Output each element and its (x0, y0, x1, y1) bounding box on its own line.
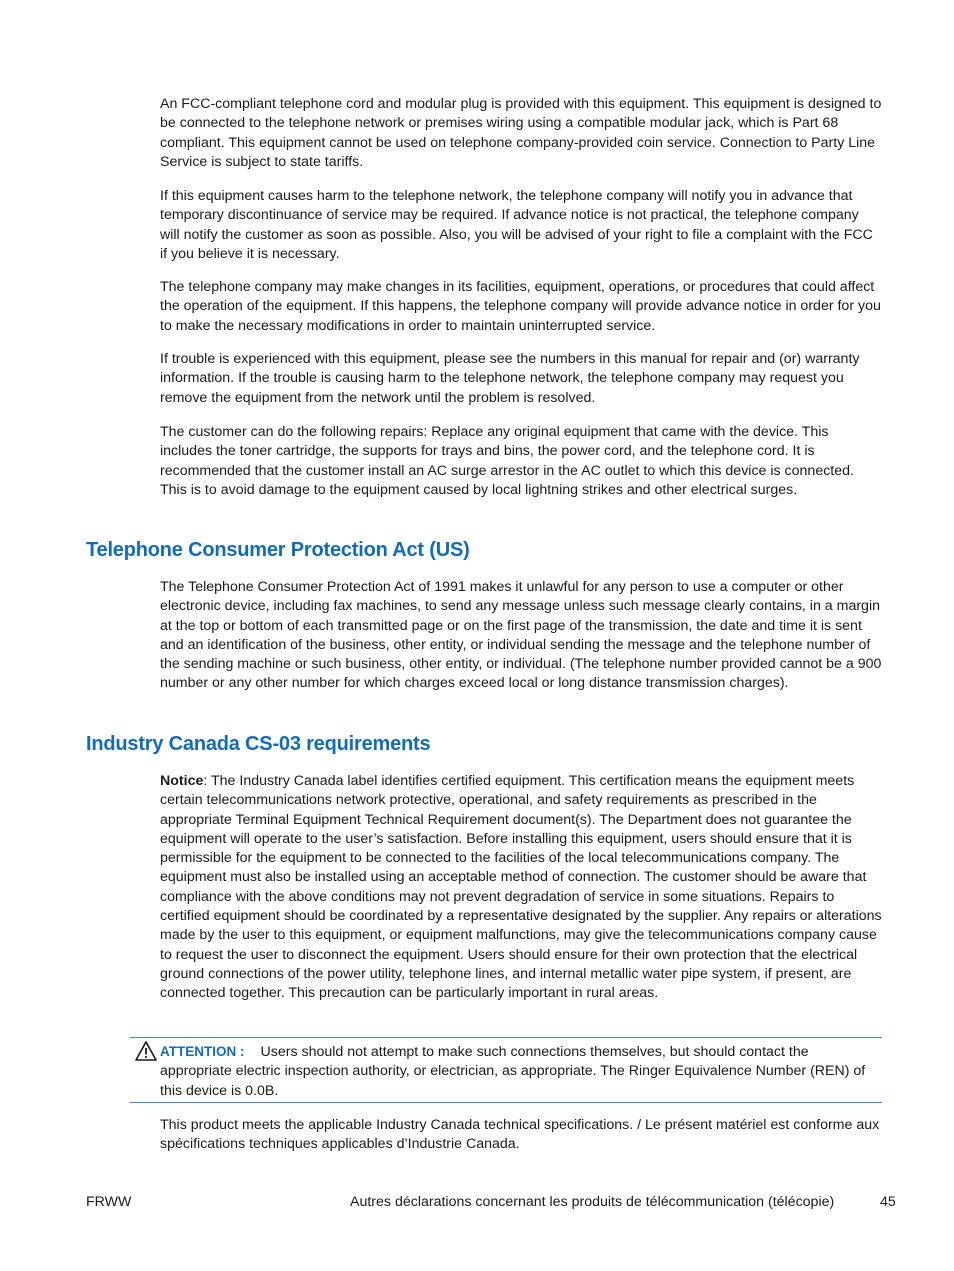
paragraph-canada-spec: This product meets the applicable Industry Canada technical specifications. / Le présent matériel est conforme aux spécifications techniques applicables d’Industrie Canada. (160, 1117, 880, 1153)
attention-box (130, 1037, 882, 1103)
paragraph-tcpa-body: The Telephone Consumer Protection Act of 1991 makes it unlawful for any person to use a computer or other electronic device, including fax machines, to send any message unless such message clearly contains, in a margin at the top or bottom of each transmitted page or on the first page of the transmission, the date and time it is sent and an identification of the business, other entity, or individual sending the message and the telephone number of the sending machine or such business, other entity, or individual. (The telephone number provided cannot be a 900 number or any other number for which charges exceed local or long distance transmission charges). (160, 579, 882, 692)
paragraph-fcc-cord: An FCC-compliant telephone cord and modular plug is provided with this equipment. This equipment is designed to be connected to the telephone network or premises wiring using a compatible modular jack, which is Part 68 compliant. This equipment cannot be used on telephone company-provided coin service. Connection to Party Line Service is subject to state tariffs. (160, 96, 882, 170)
footer-left-label: FRWW (86, 1194, 132, 1210)
footer-chapter-title: Autres déclarations concernant les produits de télécommunication (télécopie) (350, 1194, 835, 1210)
attention-label: ATTENTION : (160, 1044, 245, 1059)
paragraph-trouble: If trouble is experienced with this equipment, please see the numbers in this manual for repair and (or) warranty information. If the trouble is causing harm to the telephone network, the telephone company may request you remove the equipment from the network until the problem is resolved. (160, 351, 860, 406)
attention-text (160, 1042, 882, 1101)
paragraph-company-changes: The telephone company may make changes in its facilities, equipment, operations, or procedures that could affect the operation of the equipment. If this happens, the telephone company will provide advance notice in order for you to make the necessary modifications in order to maintain uninterrupted service. (160, 279, 881, 334)
notice-label: Notice (160, 773, 204, 789)
paragraph-customer-repairs: The customer can do the following repairs: Replace any original equipment that came with the device. This includes the toner cartridge, the supports for trays and bins, the power cord, and the telephone cord. It is recommended that the customer install an AC surge arrestor in the AC outlet to which this device is connected. This is to avoid damage to the equipment caused by local lightning strikes and other electrical surges. (160, 424, 854, 498)
paragraph-canada-notice (160, 772, 882, 1004)
warning-triangle-icon (135, 1041, 157, 1061)
heading-industry-canada: Industry Canada CS-03 requirements (86, 733, 431, 755)
attention-body: Users should not attempt to make such connections themselves, but should contact the appropriate electric inspection authority, or electrician, as appropriate. The Ringer Equivalence Number (REN) of this device is 0.0B. (160, 1044, 866, 1099)
footer-page-number: 45 (880, 1194, 896, 1210)
heading-tcpa: Telephone Consumer Protection Act (US) (86, 539, 470, 561)
paragraph-harm-notice: If this equipment causes harm to the telephone network, the telephone company will notify you in advance that temporary discontinuance of service may be required. If advance notice is not practical, the telephone company will notify the customer as soon as possible. Also, you will be advised of your right to file a complaint with the FCC if you believe it is necessary. (160, 188, 873, 262)
notice-body: : The Industry Canada label identifies certified equipment. This certification means the equipment meets certain telecommunications network protective, operational, and safety requirements as prescribed in the appropriate Terminal Equipment Technical Requirement document(s). The Department does not guarantee the equipment will operate to the user’s satisfaction. Before installing this equipment, users should ensure that it is permissible for the equipment to be connected to the facilities of the local telecommunications company. The equipment must also be installed using an acceptable method of connection. The customer should be aware that compliance with the above conditions may not prevent degradation of service in some situations. Repairs to certified equipment should be coordinated by a representative designated by the supplier. Any repairs or alterations made by the user to this equipment, or equipment malfunctions, may give the telecommunications company cause to request the user to disconnect the equipment. Users should ensure for their own protection that the electrical ground connections of the power utility, telephone lines, and internal metallic water pipe system, if present, are connected together. This precaution can be particularly important in rural areas. (160, 773, 882, 1002)
